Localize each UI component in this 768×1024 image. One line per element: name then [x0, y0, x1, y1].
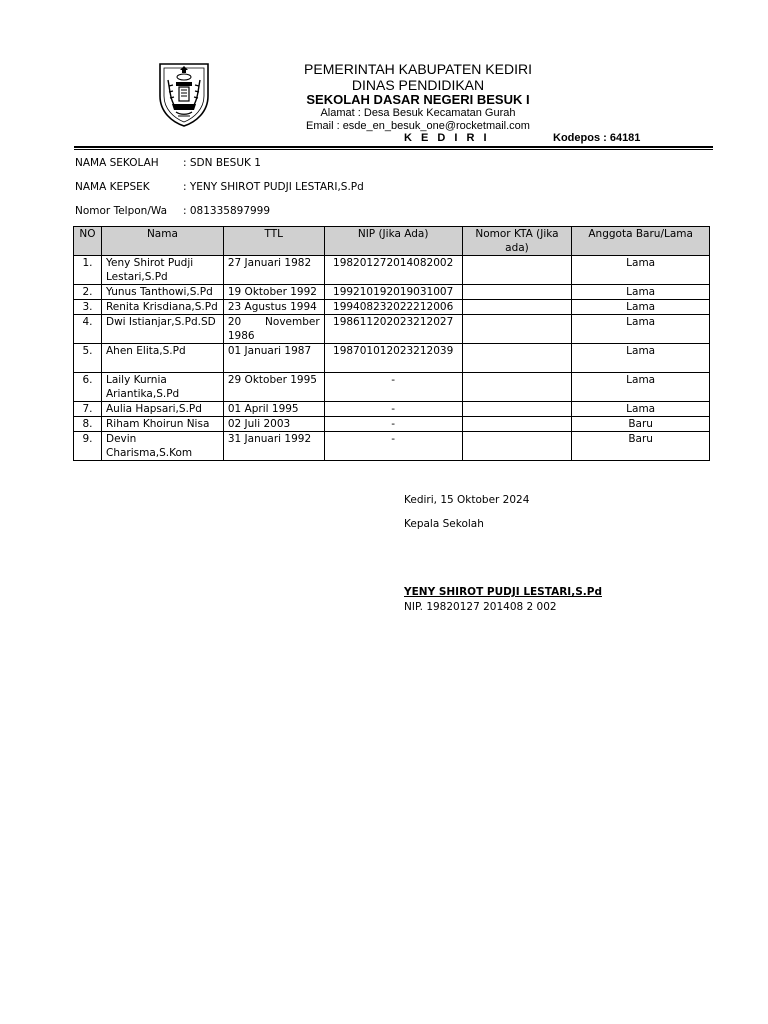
cell-status: Lama: [572, 402, 710, 417]
cell-no: 5.: [74, 344, 102, 373]
table-row: [74, 432, 710, 461]
cell-nama: Aulia Hapsari,S.Pd: [101, 402, 223, 417]
cell-nama: Yunus Tanthowi,S.Pd: [101, 285, 223, 300]
cell-no: 2.: [74, 285, 102, 300]
cell-nip: 199210192019031007: [324, 285, 462, 300]
kabupaten-crest-logo: [156, 60, 212, 128]
signature-name: YENY SHIROT PUDJI LESTARI,S.Pd: [404, 586, 602, 598]
cell-nip: -: [324, 402, 462, 417]
cell-no: 6.: [74, 373, 102, 402]
info-label: NAMA KEPSEK: [75, 181, 150, 193]
cell-nama: Renita Krisdiana,S.Pd: [101, 300, 223, 315]
info-label: Nomor Telpon/Wa: [75, 205, 168, 217]
table-row: [74, 315, 710, 344]
cell-status: Lama: [572, 285, 710, 300]
info-value: : SDN BESUK 1: [183, 157, 261, 169]
cell-ttl: 29 Oktober 1995: [223, 373, 324, 402]
cell-nip: 198611202023212027: [324, 315, 462, 344]
signature-place-date: Kediri, 15 Oktober 2024: [404, 494, 530, 506]
cell-nip: -: [324, 373, 462, 402]
cell-no: 3.: [74, 300, 102, 315]
cell-status: Baru: [572, 432, 710, 461]
header-ttl: TTL: [223, 227, 324, 256]
cell-nama: Yeny Shirot Pudji Lestari,S.Pd: [101, 256, 223, 285]
table-row: [74, 417, 710, 432]
letterhead-rule-thin: [74, 149, 713, 150]
info-value: : YENY SHIROT PUDJI LESTARI,S.Pd: [183, 181, 364, 193]
cell-nama: Devin Charisma,S.Kom: [101, 432, 223, 461]
cell-nip: -: [324, 432, 462, 461]
cell-ttl: 02 Juli 2003: [223, 417, 324, 432]
cell-status: Lama: [572, 315, 710, 344]
cell-nip: 198201272014082002: [324, 256, 462, 285]
header-nama: Nama: [101, 227, 223, 256]
cell-kta: [462, 432, 572, 461]
signature-nip: NIP. 19820127 201408 2 002: [404, 601, 557, 613]
table-row: [74, 300, 710, 315]
cell-kta: [462, 402, 572, 417]
info-label: NAMA SEKOLAH: [75, 157, 159, 169]
cell-no: 9.: [74, 432, 102, 461]
letterhead-government: PEMERINTAH KABUPATEN KEDIRI: [304, 61, 532, 77]
table-row: [74, 285, 710, 300]
cell-nip: 199408232022212006: [324, 300, 462, 315]
cell-no: 1.: [74, 256, 102, 285]
letterhead-address: Alamat : Desa Besuk Kecamatan Gurah: [320, 107, 516, 119]
cell-kta: [462, 344, 572, 373]
info-value: : 081335897999: [183, 205, 271, 217]
cell-kta: [462, 256, 572, 285]
cell-nama: Laily Kurnia Ariantika,S.Pd: [101, 373, 223, 402]
letterhead-rule-thick: [74, 146, 713, 148]
header-no: NO: [74, 227, 102, 256]
cell-ttl: 20 November 1986: [223, 315, 324, 344]
table-row: [74, 344, 710, 373]
cell-ttl: 31 Januari 1992: [223, 432, 324, 461]
cell-no: 4.: [74, 315, 102, 344]
cell-status: Lama: [572, 344, 710, 373]
cell-status: Lama: [572, 256, 710, 285]
cell-no: 7.: [74, 402, 102, 417]
letterhead-city: K E D I R I: [404, 132, 490, 144]
cell-ttl: 01 April 1995: [223, 402, 324, 417]
cell-kta: [462, 300, 572, 315]
cell-nama: Ahen Elita,S.Pd: [101, 344, 223, 373]
cell-kta: [462, 285, 572, 300]
cell-no: 8.: [74, 417, 102, 432]
letterhead-school-name: SEKOLAH DASAR NEGERI BESUK I: [306, 92, 530, 107]
cell-nama: Riham Khoirun Nisa: [101, 417, 223, 432]
cell-status: Baru: [572, 417, 710, 432]
cell-status: Lama: [572, 300, 710, 315]
cell-kta: [462, 417, 572, 432]
signature-title: Kepala Sekolah: [404, 518, 484, 530]
table-row: [74, 402, 710, 417]
cell-nip: 198701012023212039: [324, 344, 462, 373]
cell-ttl: 23 Agustus 1994: [223, 300, 324, 315]
cell-nama: Dwi Istianjar,S.Pd.SD: [101, 315, 223, 344]
letterhead-postcode: Kodepos : 64181: [553, 132, 641, 144]
cell-status: Lama: [572, 373, 710, 402]
header-kta: Nomor KTA (Jika ada): [462, 227, 572, 256]
cell-nip: -: [324, 417, 462, 432]
header-nip: NIP (Jika Ada): [324, 227, 462, 256]
cell-kta: [462, 373, 572, 402]
letterhead-email: Email : esde_en_besuk_one@rocketmail.com: [306, 120, 530, 132]
cell-ttl: 01 Januari 1987: [223, 344, 324, 373]
table-header-row: [74, 227, 710, 256]
table-row: [74, 373, 710, 402]
cell-kta: [462, 315, 572, 344]
member-table: [73, 226, 710, 461]
table-row: [74, 256, 710, 285]
header-status: Anggota Baru/Lama: [572, 227, 710, 256]
letterhead-department: DINAS PENDIDIKAN: [351, 77, 485, 93]
cell-ttl: 19 Oktober 1992: [223, 285, 324, 300]
cell-ttl: 27 Januari 1982: [223, 256, 324, 285]
